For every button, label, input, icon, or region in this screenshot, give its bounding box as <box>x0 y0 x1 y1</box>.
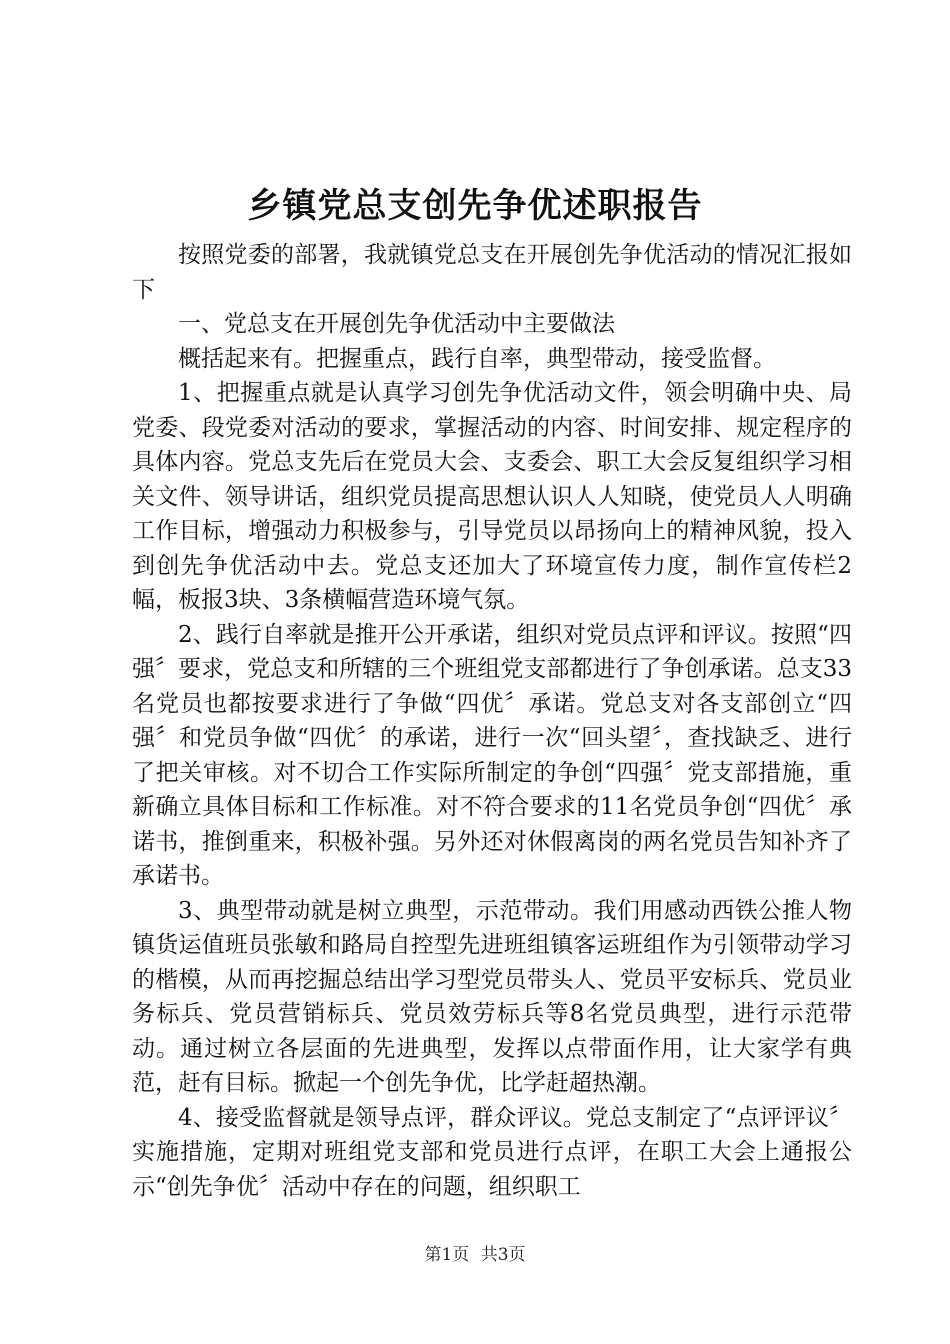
page-number: 第1页 <box>424 1245 470 1265</box>
paragraph-intro: 按照党委的部署，我就镇党总支在开展创先争优活动的情况汇报如下 <box>132 242 852 303</box>
document-title: 乡镇党总支创先争优述职报告 <box>247 186 703 226</box>
page-total: 共3页 <box>480 1245 526 1265</box>
section-heading: 一、党总支在开展创先争优活动中主要做法 <box>178 311 615 337</box>
paragraph-item-1: 1、把握重点就是认真学习创先争优活动文件，领会明确中央、局党委、段党委对活动的要求，掌握活动的内容、时间安排、规定程序的具体内容。党总支先后在党员大会、支委会、职工大会反复组织学习相关文件、领导讲话，组织党员提高思想认识人人知晓，使党员人人明确工作目标，增强动力积极参与，引导党员以昂扬向上的精神风貌，投入到创先争优活动中去。党总支还加大了环境宣传力度，制作宣传栏2幅，板报3块、3条横幅营造环境气氛。 <box>132 380 852 613</box>
document-body <box>132 238 852 1204</box>
paragraph-summary: 概括起来有。把握重点，践行自率，典型带动，接受监督。 <box>178 345 776 372</box>
paragraph-item-4: 4、接受监督就是领导点评，群众评议。党总支制定了“点评评议〞实施措施，定期对班组党支部和党员进行点评，在职工大会上通报公示“创先争优〞活动中存在的问题，组织职工 <box>132 1104 852 1200</box>
paragraph-item-3: 3、典型带动就是树立典型，示范带动。我们用感动西铁公推人物镇货运值班员张敏和路局自控型先进班组镇客运班组作为引领带动学习的楷模，从而再挖掘总结出学习型党员带头人、党员平安标兵、党员业务标兵、党员营销标兵、党员效劳标兵等8名党员典型，进行示范带动。通过树立各层面的先进典型，发挥以点带面作用，让大家学有典范，赶有目标。掀起一个创先争优，比学赶超热潮。 <box>132 897 852 1096</box>
paragraph-item-2: 2、践行自率就是推开公开承诺，组织对党员点评和评议。按照“四强〞要求，党总支和所辖的三个班组党支部都进行了争创承诺。总支33名党员也都按要求进行了争做“四优〞承诺。党总支对各支部创立“四强〞和党员争做“四优〞的承诺，进行一次“回头望〞，查找缺乏、进行了把关审核。对不切合工作实际所制定的争创“四强〞党支部措施，重新确立具体目标和工作标准。对不符合要求的11名党员争创“四优〞承诺书，推倒重来，积极补强。另外还对休假离岗的两名党员告知补齐了承诺书。 <box>132 621 852 889</box>
page-footer <box>0 1243 950 1267</box>
